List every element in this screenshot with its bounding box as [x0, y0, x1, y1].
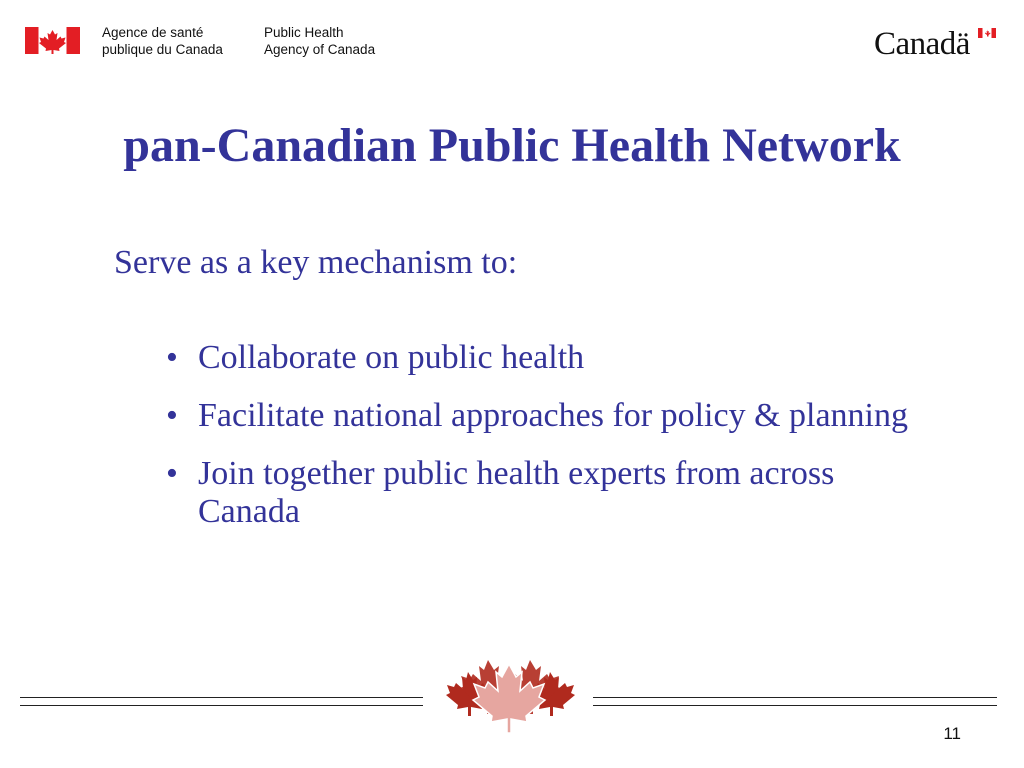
bullet-item — [166, 339, 926, 377]
wordmark-text: Canadä — [874, 26, 970, 62]
footer-rule-left-top — [20, 697, 423, 698]
canada-wordmark-logo — [874, 26, 1000, 62]
bullet-marker: • — [166, 397, 178, 434]
page-number: 11 — [943, 724, 961, 743]
bullet-item — [166, 455, 926, 531]
wordmark-flag-icon — [978, 28, 996, 38]
agency-en-line-2: Agency of Canada — [264, 42, 376, 57]
agency-fr-line-1: Agence de santé — [102, 25, 204, 40]
canada-flag-icon — [25, 27, 80, 54]
bullet-marker: • — [166, 455, 178, 492]
bullet-marker: • — [166, 339, 178, 376]
bullet-text: Join together public health experts from across Canada — [198, 455, 835, 530]
maple-leaf-cluster-icon — [438, 656, 580, 742]
bullet-list — [166, 339, 926, 531]
bullet-text: Facilitate national approaches for policy & planning — [198, 397, 908, 434]
intro-text: Serve as a key mechanism to: — [114, 244, 518, 281]
footer-rule-left-bottom — [20, 705, 423, 706]
footer-rule-right-top — [593, 697, 997, 698]
agency-name-english — [264, 24, 375, 58]
agency-name-french — [102, 24, 223, 58]
bullet-text: Collaborate on public health — [198, 339, 585, 376]
slide-title: pan-Canadian Public Health Network — [123, 119, 901, 172]
agency-fr-line-2: publique du Canada — [102, 42, 223, 57]
footer-rule-right-bottom — [593, 705, 997, 706]
agency-en-line-1: Public Health — [264, 25, 344, 40]
bullet-item — [166, 397, 926, 435]
